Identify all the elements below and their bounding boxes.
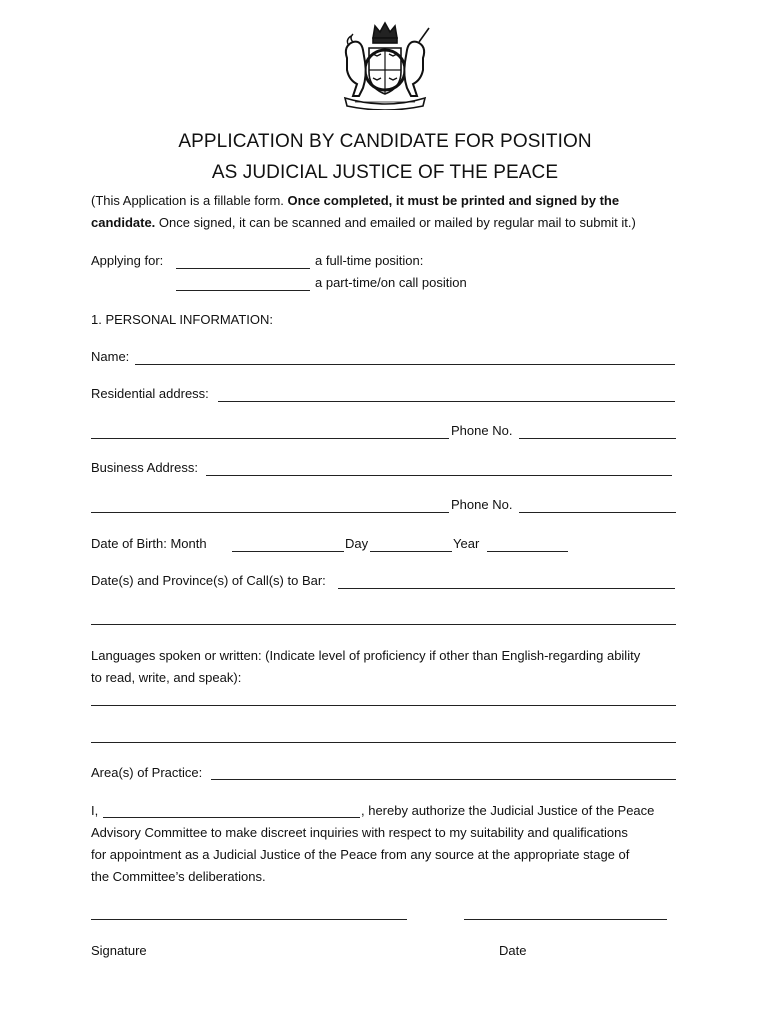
residential-address-field[interactable] (218, 401, 675, 402)
languages-label-line-1: Languages spoken or written: (Indicate level of proficiency if other than English-regarding ability (91, 648, 641, 663)
languages-field-line-1[interactable] (91, 705, 676, 706)
part-time-option-label: a part-time/on call position (315, 275, 467, 290)
royal-coat-of-arms-icon (335, 18, 435, 110)
signature-field[interactable] (91, 919, 407, 920)
full-time-option-label: a full-time position: (315, 253, 424, 268)
business-address-field[interactable] (206, 475, 672, 476)
full-time-field[interactable] (176, 268, 310, 269)
dob-day-label: Day (345, 536, 369, 551)
residential-address-label: Residential address: (91, 386, 209, 401)
title-line-2: AS JUDICIAL JUSTICE OF THE PEACE (211, 162, 559, 183)
name-field[interactable] (135, 364, 675, 365)
business-phone-label: Phone No. (451, 497, 513, 512)
intro-prefix: (This Application is a fillable form. (91, 193, 288, 208)
calls-to-bar-line-2[interactable] (91, 624, 676, 625)
languages-field-line-2[interactable] (91, 742, 676, 743)
authorization-line-3: for appointment as a Judicial Justice of the Peace from any source at the appropriate stage of (91, 847, 630, 862)
signature-label: Signature (91, 943, 147, 958)
title-line-1: APPLICATION BY CANDIDATE FOR POSITION (178, 131, 592, 152)
date-label: Date (499, 943, 527, 958)
intro-line-1 (91, 193, 619, 208)
dob-year-field[interactable] (487, 551, 568, 552)
authorization-line-1-rest: , hereby authorize the Judicial Justice of the Peace (361, 803, 655, 818)
personal-information-heading: 1. PERSONAL INFORMATION: (91, 312, 274, 327)
intro-bold: Once completed, it must be printed and signed by the (287, 193, 620, 208)
authorization-line-4: the Committee’s deliberations. (91, 869, 266, 884)
residential-phone-field[interactable] (519, 438, 676, 439)
residential-phone-label: Phone No. (451, 423, 513, 438)
calls-to-bar-field[interactable] (338, 588, 675, 589)
calls-to-bar-label: Date(s) and Province(s) of Call(s) to Bar: (91, 573, 326, 588)
languages-label-line-2: to read, write, and speak): (91, 670, 242, 685)
business-address-label: Business Address: (91, 460, 198, 475)
part-time-field[interactable] (176, 290, 310, 291)
residential-address-line-2[interactable] (91, 438, 449, 439)
intro-line-2 (91, 215, 636, 230)
dob-year-label: Year (453, 536, 480, 551)
name-label: Name: (91, 349, 130, 364)
intro-line2-bold: candidate. (91, 215, 156, 230)
areas-of-practice-field[interactable] (211, 779, 676, 780)
dob-month-field[interactable] (232, 551, 344, 552)
business-address-line-2[interactable] (91, 512, 449, 513)
authorization-line-2: Advisory Committee to make discreet inquiries with respect to my suitability and qualifications (91, 825, 628, 840)
intro-line2-rest: Once signed, it can be scanned and emailed or mailed by regular mail to submit it.) (155, 215, 636, 230)
dob-label: Date of Birth: Month (91, 536, 207, 551)
authorization-name-field[interactable] (103, 817, 360, 818)
business-phone-field[interactable] (519, 512, 676, 513)
areas-of-practice-label: Area(s) of Practice: (91, 765, 203, 780)
dob-day-field[interactable] (370, 551, 452, 552)
date-field[interactable] (464, 919, 667, 920)
applying-for-label: Applying for: (91, 253, 164, 268)
authorization-prefix: I, (91, 803, 99, 818)
